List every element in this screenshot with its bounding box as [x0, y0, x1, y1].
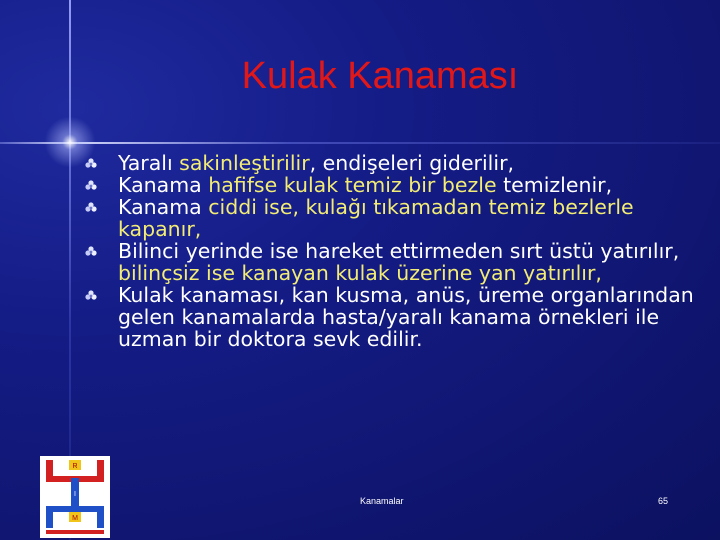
flower-bullet-icon — [84, 289, 98, 303]
bullet-item — [84, 196, 704, 240]
slide-title: Kulak Kanaması — [241, 55, 519, 97]
bullet-highlight-text: hafifse kulak temiz bir bezle — [208, 173, 497, 197]
page-number: 65 — [658, 496, 669, 506]
bullet-highlight-text: sakinleştirilir — [179, 151, 310, 175]
bullet-text: Kanama — [118, 173, 209, 197]
bullet-text: Bilinci yerinde ise hareket ettirmeden sırt üstü yatırılır, — [118, 239, 680, 263]
bullet-text: Kulak kanaması, kan kusma, anüs, üreme organlarından gelen kanamalarda hasta/yaralı kanama örnekleri ile uzman bir doktora sevk edilir. — [118, 283, 694, 351]
bullet-item — [84, 284, 704, 350]
bullet-text: , endişeleri giderilir, — [309, 151, 515, 175]
bullet-item — [84, 174, 704, 196]
flower-bullet-icon — [84, 179, 98, 193]
bullet-item — [84, 240, 704, 284]
flower-bullet-icon — [84, 157, 98, 171]
bullet-highlight-text: bilinçsiz ise kanayan kulak üzerine yan yatırılır, — [118, 261, 602, 285]
logo-letter-top: R — [72, 463, 78, 470]
flower-bullet-icon — [84, 245, 98, 259]
bullet-text: Kanama — [118, 195, 209, 219]
decorative-horizontal-line — [0, 142, 720, 144]
footer-title: Kanamalar — [360, 496, 404, 506]
flower-bullet-icon — [84, 201, 98, 215]
bullet-text: Yaralı — [118, 151, 180, 175]
institution-logo-icon — [40, 456, 110, 538]
bullet-list — [84, 152, 704, 350]
logo-letter-bottom: M — [72, 515, 78, 522]
logo-letter-middle: I — [74, 491, 76, 498]
bullet-item — [84, 152, 704, 174]
bullet-highlight-text: ciddi ise, kulağı tıkamadan temiz bezlerle kapanır, — [118, 195, 634, 241]
bullet-text: temizlenir, — [496, 173, 613, 197]
